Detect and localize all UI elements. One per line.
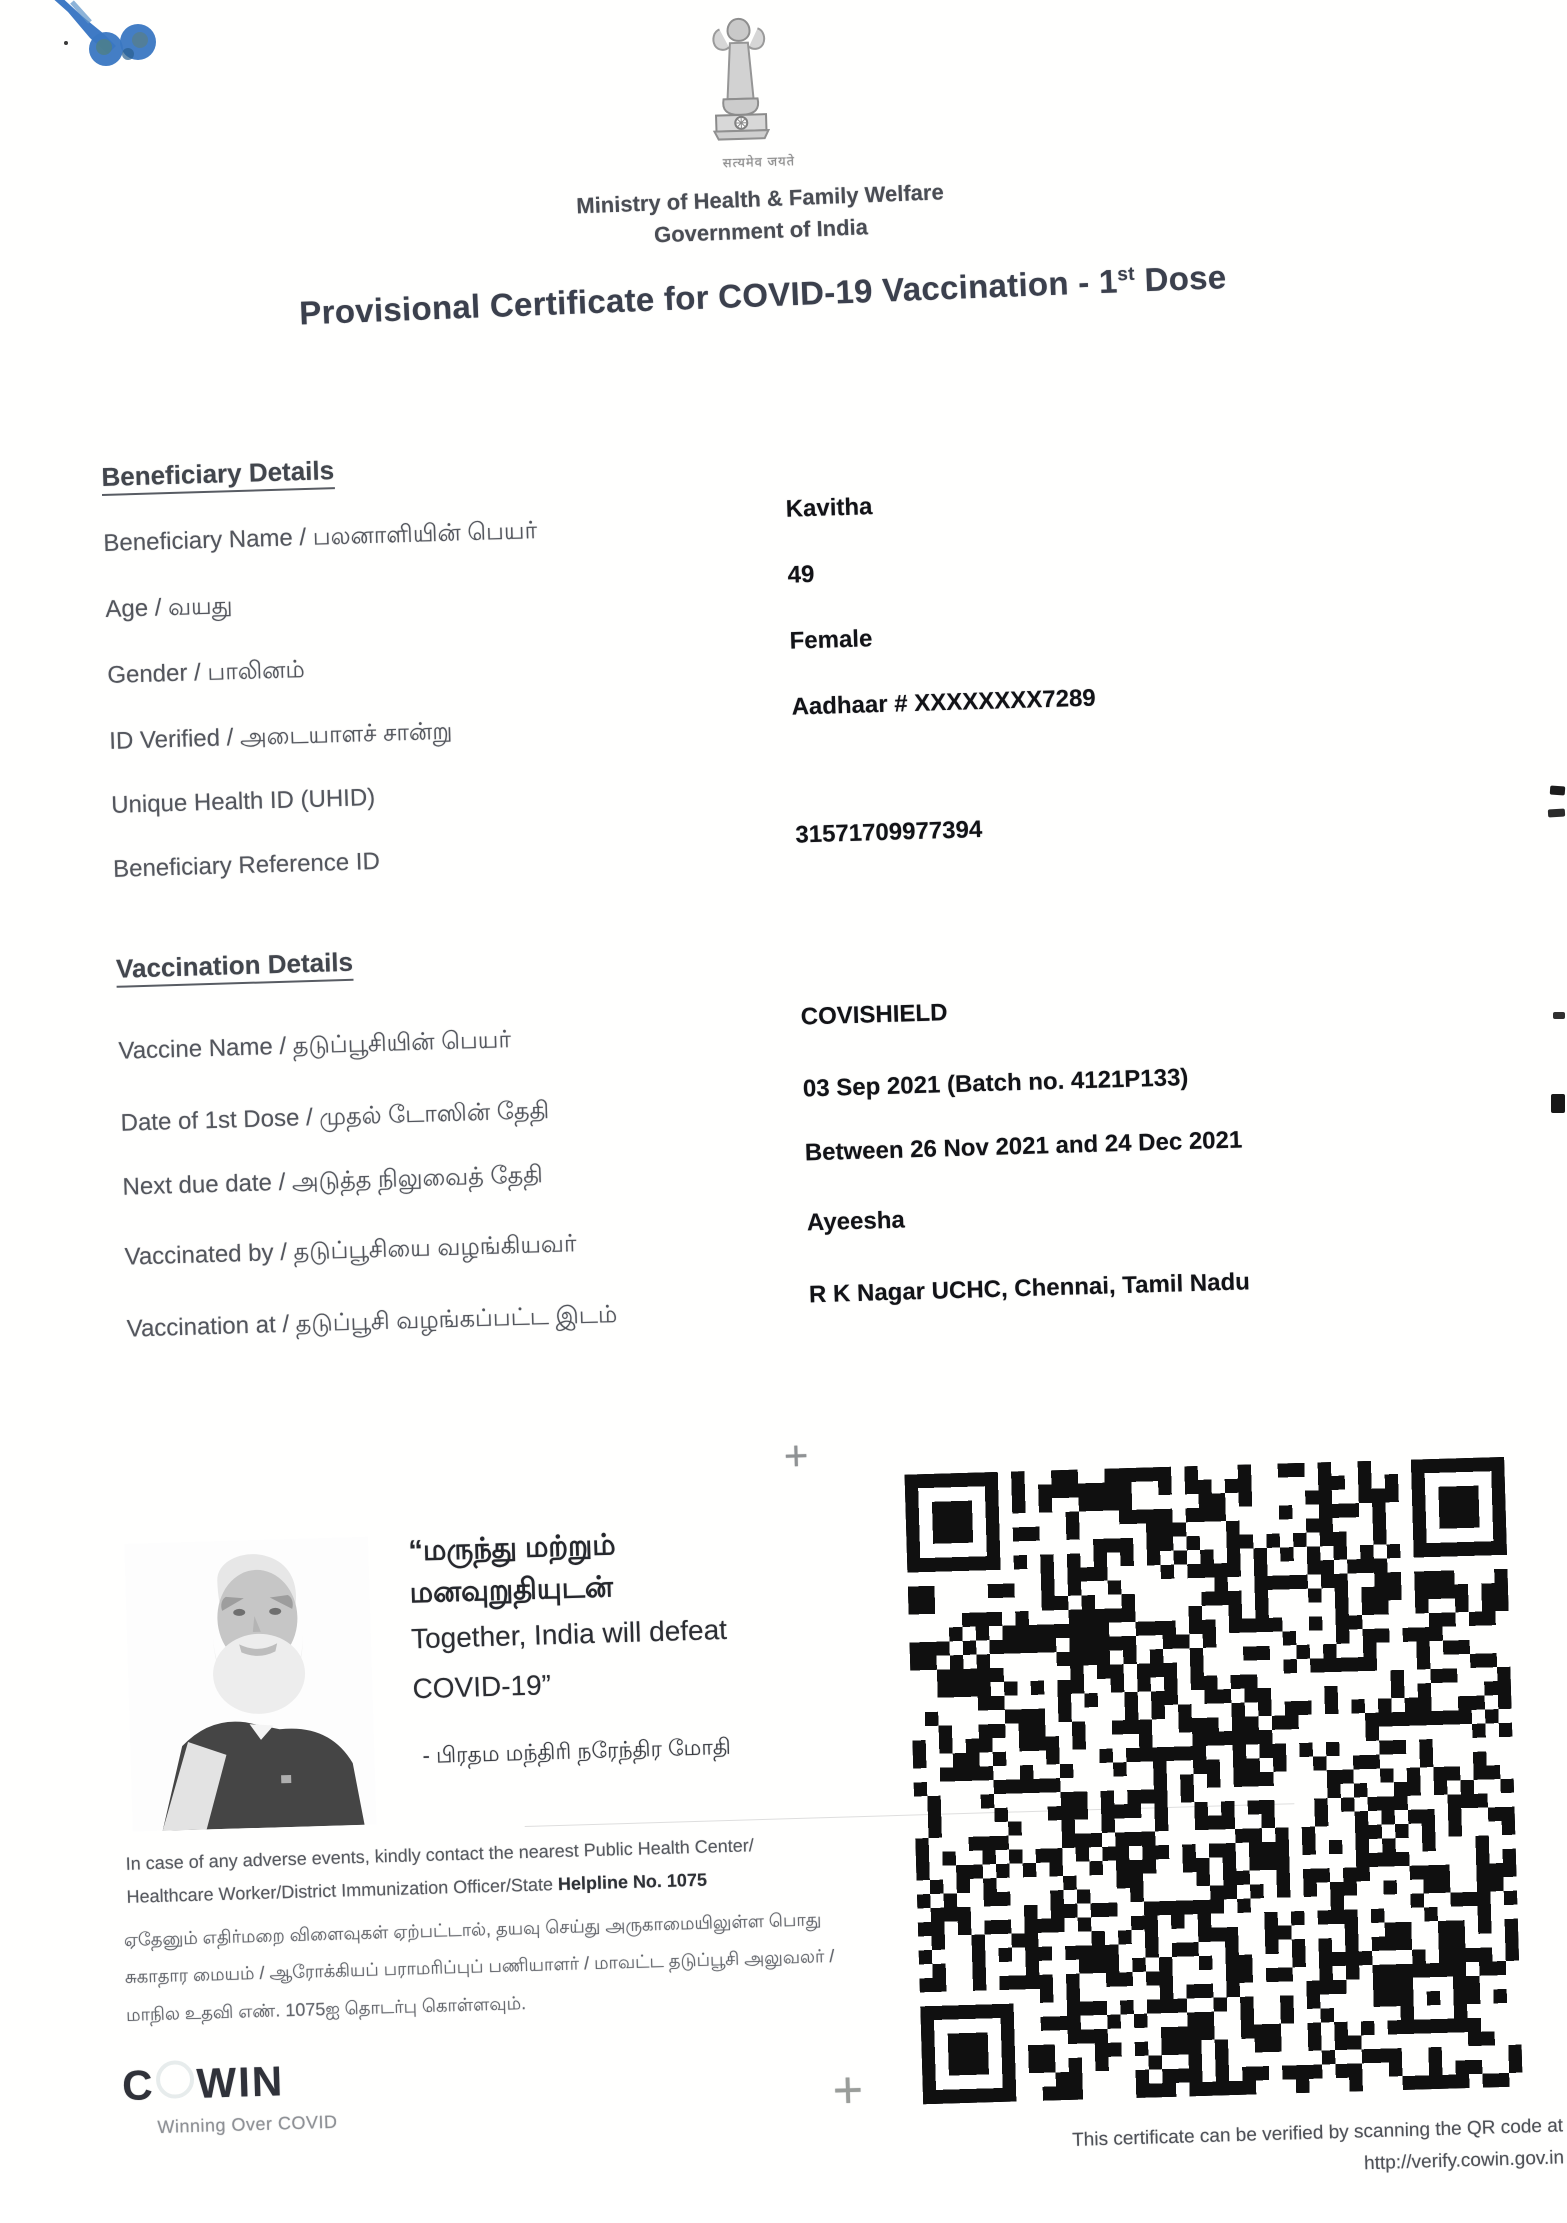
page-title-sup: st	[1116, 263, 1136, 286]
field-label: Unique Health ID (UHID)	[110, 784, 376, 819]
field-label: Vaccine Name / தடுப்பூசியின் பெயர்	[118, 1026, 512, 1065]
registration-cross-icon: +	[831, 2061, 864, 2121]
national-emblem-icon	[701, 12, 779, 152]
field-value: Ayeesha	[806, 1206, 906, 1237]
verify-note-line1: This certificate can be verified by scanning the QR code at	[1071, 2115, 1564, 2151]
adverse-events-tamil-line2: சுகாதார மையம் / ஆரோக்கியப் பராமரிப்புப் பணியாளர் / மாவட்ட தடுப்பூசி அலுவலர் /	[124, 1945, 835, 1987]
field-value: Kavitha	[785, 493, 873, 523]
field-value: 31571709977394	[795, 816, 983, 849]
field-label: ID Verified / அடையாளச் சான்று	[108, 717, 453, 755]
cowin-logo-c: C	[121, 2061, 156, 2110]
adverse-events-note-line1: In case of any adverse events, kindly contact the nearest Public Health Center/	[125, 1835, 755, 1874]
adverse-events-note-line2	[126, 1870, 707, 1908]
quote-tamil-line2: மனவுறுதியுடன்	[409, 1571, 614, 1610]
field-value: R K Nagar UCHC, Chennai, Tamil Nadu	[808, 1268, 1251, 1309]
qr-code	[904, 1457, 1522, 2105]
page-title-tail: Dose	[1134, 258, 1228, 299]
vaccination-section-heading: Vaccination Details	[116, 947, 354, 985]
field-label: Beneficiary Reference ID	[112, 847, 381, 883]
field-label: Next due date / அடுத்த நிலுவைத் தேதி	[122, 1161, 544, 1201]
field-label: Beneficiary Name / பலனாளியின் பெயர்	[103, 517, 538, 557]
field-value: Aadhaar # XXXXXXXX7289	[791, 684, 1097, 721]
adverse-events-tamil-line3: மாநில உதவி எண். 1075ஐ தொடர்பு கொள்ளவும்.	[125, 1993, 527, 2025]
field-value: Female	[789, 625, 873, 655]
quote-tamil-line1: “மருந்து மற்றும்	[408, 1529, 617, 1568]
field-label: Date of 1st Dose / முதல் டோஸின் தேதி	[120, 1097, 550, 1137]
pm-portrait-photo	[124, 1537, 376, 1832]
adverse-events-note-line2-normal: Healthcare Worker/District Immunization Officer/State	[126, 1874, 559, 1907]
cowin-logo-win: WIN	[195, 2057, 285, 2107]
verify-note-line2: http://verify.cowin.gov.in	[1363, 2147, 1565, 2175]
page-title-main: Provisional Certificate for COVID-19 Vaccination - 1	[298, 262, 1119, 332]
beneficiary-section-heading: Beneficiary Details	[101, 455, 334, 493]
table-row	[7, 1187, 1567, 1277]
cowin-logo-o-icon	[156, 2060, 195, 2099]
adverse-events-tamil-line1: ஏதேனும் எதிர்மறை விளைவுகள் ஏற்பட்டால், தயவு செய்து அருகாமையிலுள்ள பொது	[123, 1909, 822, 1950]
field-value: 49	[787, 560, 815, 589]
ministry-name: Ministry of Health & Family Welfare	[575, 179, 945, 219]
quote-english-line1: Together, India will defeat	[410, 1613, 728, 1655]
cowin-logo	[122, 2057, 285, 2110]
field-value: COVISHIELD	[800, 999, 948, 1031]
field-label: Age / வயது	[105, 592, 233, 623]
field-label: Gender / பாலினம்	[106, 656, 306, 689]
field-value: 03 Sep 2021 (Batch no. 4121P133)	[802, 1064, 1189, 1103]
table-row	[1, 981, 1567, 1071]
cowin-tagline: Winning Over COVID	[157, 2111, 338, 2138]
helpline-number: Helpline No. 1075	[557, 1869, 708, 1895]
table-row	[9, 1259, 1567, 1349]
field-value: Between 26 Nov 2021 and 24 Dec 2021	[804, 1126, 1243, 1167]
quote-attribution: - பிரதம மந்திரி நரேந்திர மோதி	[422, 1733, 732, 1769]
registration-cross-icon: +	[783, 1431, 810, 1480]
quote-english-line2: COVID-19”	[412, 1669, 552, 1705]
emblem-motto: सत्यमेव जयते	[722, 153, 796, 171]
government-name: Government of India	[653, 214, 869, 248]
field-label: Vaccinated by / தடுப்பூசியை வழங்கியவர்	[124, 1230, 577, 1271]
field-label: Vaccination at / தடுப்பூசி வழங்கப்பட்ட இடம்	[126, 1301, 618, 1343]
